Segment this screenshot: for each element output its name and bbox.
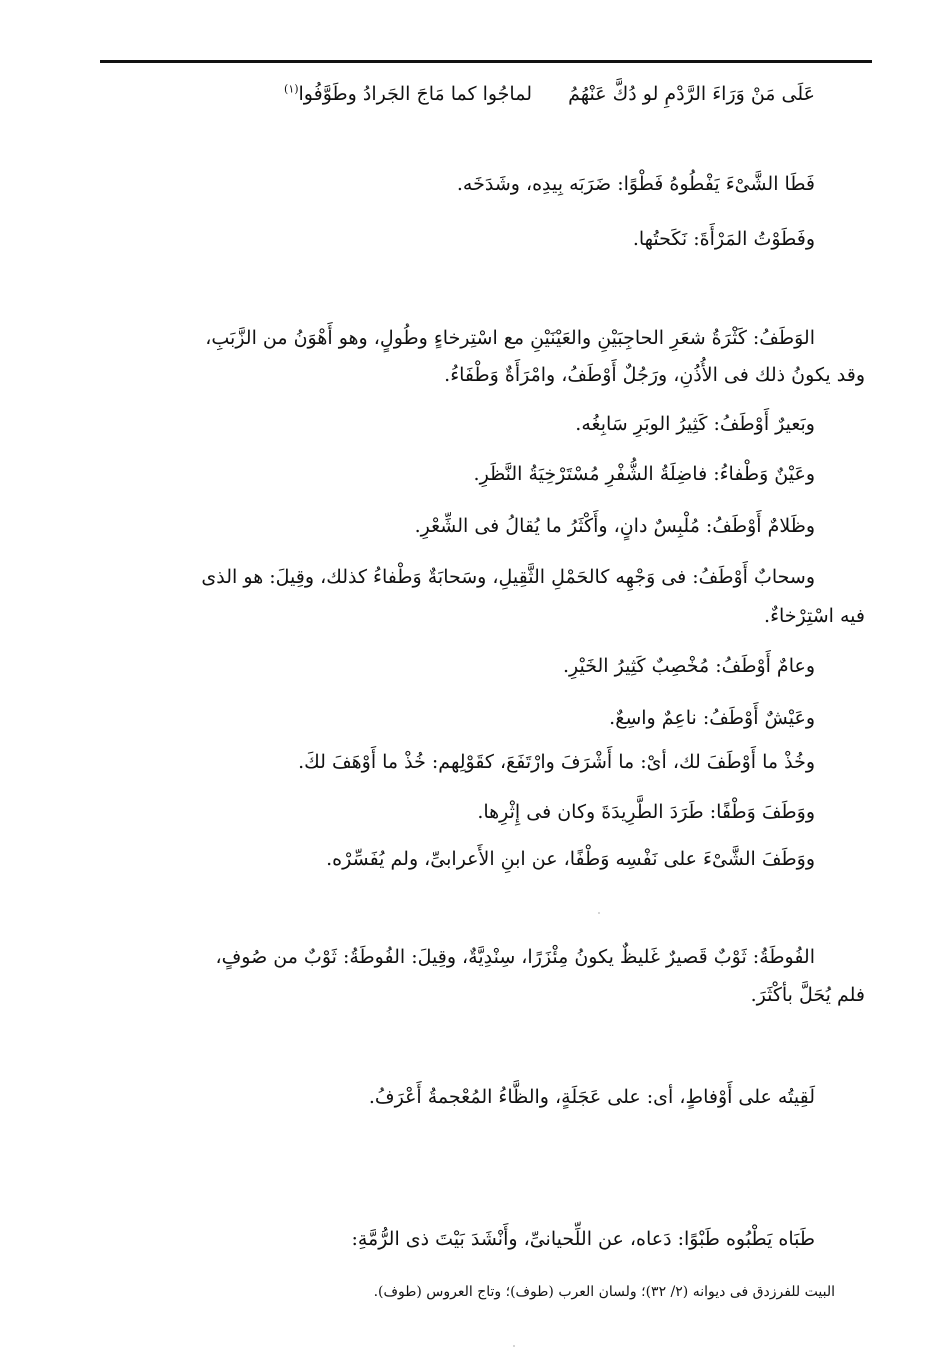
entry-watf-line-5: وظَلامٌ أَوْطَفُ: مُلْبِسٌ دانٍ، وأَكْثَرُ ما يُقالُ فى الشِّعْرِ. xyxy=(414,515,815,537)
entry-watf-line-7: فيه اسْتِرْخاءٌ. xyxy=(764,605,865,627)
entry-watf-line-2: وقد يكونُ ذلك فى الأُذُنِ، ورَجُلٌ أَوْطَفُ، وامْرَأَةٌ وَطْفَاءُ. xyxy=(444,364,865,386)
entry-wafat-line-1: لَقِيتُه على أَوْفاطٍ، أى: على عَجَلَةٍ، والظَّاءُ المُعْجمةُ أَعْرَفُ. xyxy=(368,1086,815,1108)
entry-watf-line-9: وعَيْشٌ أَوْطَفُ: ناعِمٌ واسِعٌ. xyxy=(609,707,815,729)
entry-watf-line-10: وخُذْ ما أَوْطَفَ لك، أىْ: ما أَشْرَفَ وارْتَفَعَ، كقَوْلِهم: خُذْ ما أَوْهَفَ لكَ. xyxy=(298,751,815,773)
entry-watf-line-8: وعامٌ أَوْطَفُ: مُخْصِبٌ كَثِيرُ الخَيْرِ. xyxy=(562,655,815,677)
scan-speck xyxy=(513,1345,515,1347)
verse-first-hemistich-text: عَلَى مَنْ وَرَاءَ الرَّدْمِ لو دُكَّ عَنْهُمُ xyxy=(568,83,815,105)
entry-fawt-line-2: فلم يُحَلَّ بأكْثَرَ. xyxy=(750,984,865,1006)
scan-speck xyxy=(598,912,600,914)
verse-second-hemistich-text: لماجُوا كما مَاجَ الجَرادُ وطَوَّفُوا xyxy=(298,83,532,105)
entry-watf-line-4: وعَيْنٌ وَطْفاءُ: فاضِلَةُ الشُّفْرِ مُسْتَرْخِيَةُ النَّظَرِ. xyxy=(473,463,815,485)
footnote-text: البيت للفرزدق فى ديوانه (٢/ ٣٢)؛ ولسان العرب (طوف)؛ وتاج العروس (طوف). xyxy=(373,1284,835,1300)
entry-watf-line-6: وسحابٌ أَوْطَفُ: فى وَجْهِه كالحَمْلِ الثَّقِيلِ، وسَحابَةٌ وَطْفاءُ كذلك، وقِيلَ: هو الذى xyxy=(201,566,815,588)
entry-watf-line-1: الوَطَفُ: كَثْرَةُ شعَرِ الحاجِبَيْنِ والعَيْنَيْنِ مع اسْتِرخاءٍ وطُولٍ، وهو أَهْوَنُ من الزَّبَبِ، xyxy=(205,327,815,349)
entry-fata-line-2: وفَطَوْتُ المَرْأَةَ: نَكَحتُها. xyxy=(632,228,815,250)
entry-taba-line-1: طَبَاه يَطْبُوه طَبْوًا: دَعاه، عن اللِّحيانىِّ، وأَنْشَدَ بَيْتَ ذى الرُّمَّةِ: xyxy=(351,1228,815,1250)
top-rule xyxy=(100,60,872,63)
entry-watf-line-3: وبَعيرٌ أَوْطَفُ: كَثِيرُ الوبَرِ سَابِغُه. xyxy=(575,413,815,435)
entry-watf-line-12: ووَطَفَ الشَّىْءَ على نَفْسِه وَطْفًا، عن ابنِ الأَعرابىِّ، ولم يُفَسِّرْه. xyxy=(326,848,815,870)
footnote-marker: (١) xyxy=(284,82,299,96)
entry-fata-line-1: فَطَا الشَّىْءَ يَفْطُوهُ فَطْوًا: ضَرَبَه بِيدِه، وشَدَخَه. xyxy=(456,173,815,195)
verse-first-hemistich xyxy=(568,74,815,114)
entry-fawt-line-1: الفُوطَةُ: ثَوْبٌ قَصيرٌ غَليظٌ يكونُ مِئْزَرًا، سِنْدِيَّةٌ، وقِيلَ: الفُوطَةُ: ثَوْبٌ من صُوفٍ، xyxy=(215,946,815,968)
verse-second-hemistich xyxy=(284,74,532,114)
footnote xyxy=(374,1280,835,1304)
entry-watf-line-11: ووَطَفَ وَطْفًا: طَرَدَ الطَّرِيدَةَ وكان فى إِثْرِها. xyxy=(477,801,815,823)
